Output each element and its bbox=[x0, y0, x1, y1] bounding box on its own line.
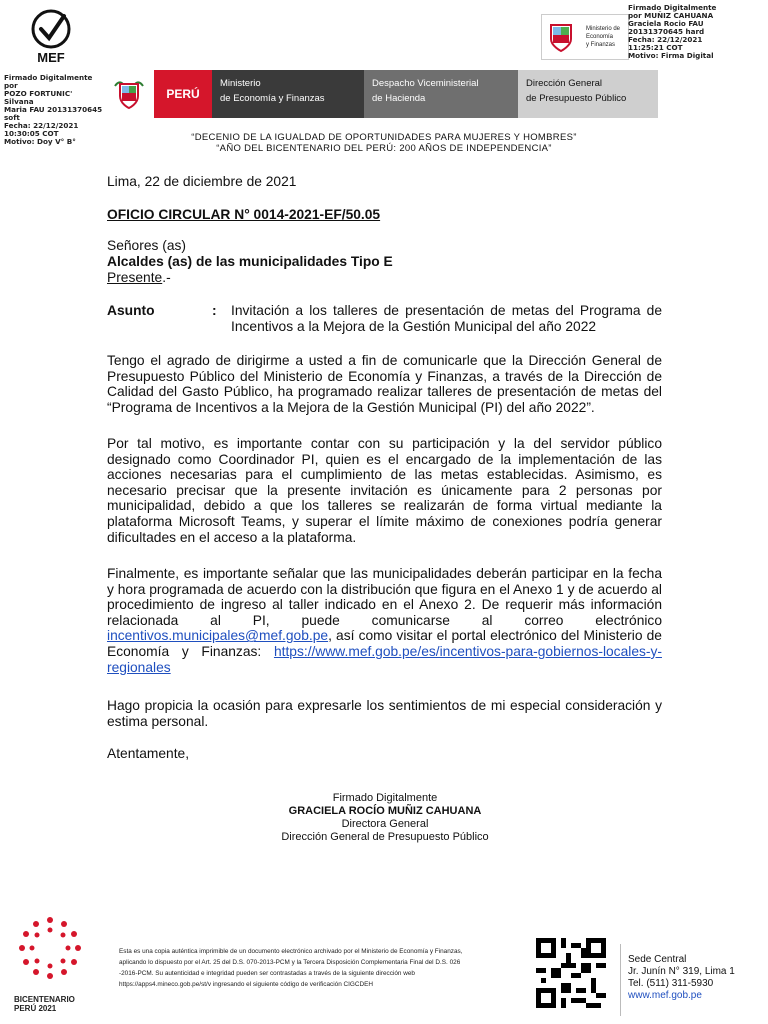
note-line: Esta es una copia auténtica imprimible de un documento electrónico archivado por el Ministerio de Economía y Finanzas, bbox=[119, 948, 463, 955]
sig-line: 20131370645 hard bbox=[628, 27, 705, 36]
salutation: Señores (as) bbox=[107, 238, 186, 253]
sig-line: Firmado Digitalmente por bbox=[4, 73, 93, 90]
subject-colon: : bbox=[212, 303, 217, 318]
banner-line: de Presupuesto Público bbox=[526, 93, 627, 104]
right-stamp bbox=[541, 14, 629, 60]
bicentenario-line: PERÚ 2021 bbox=[14, 1004, 57, 1013]
coat-of-arms bbox=[104, 70, 154, 118]
banner-ministry bbox=[212, 70, 364, 118]
paragraph-1: Tengo el agrado de dirigirme a usted a fin de comunicarle que la Dirección General de Presupuesto Público del Ministerio de Economía y Finanzas, a través de la Dirección de Calidad del Gasto Público, ha programado realizar talleres de presentación de metas del “Programa de Incentivos a la Mejora de la Gestión Municipal (PI) del año 2022”. bbox=[107, 353, 662, 415]
signature-office: Dirección General de Presupuesto Público bbox=[281, 831, 489, 843]
bicentenario-line: BICENTENARIO bbox=[14, 995, 75, 1004]
bicentenario-logo bbox=[14, 912, 86, 1020]
bicentenario-burst-icon bbox=[14, 912, 86, 988]
decenio-heading bbox=[0, 129, 768, 154]
bicentenario-text bbox=[14, 995, 86, 1013]
letter-reference: OFICIO CIRCULAR N° 0014-2021-EF/50.05 bbox=[107, 207, 381, 222]
checkmark-seal-icon bbox=[28, 8, 74, 50]
signature-role: Directora General bbox=[341, 818, 429, 830]
stamp-line: Ministerio de bbox=[586, 26, 621, 32]
email-link[interactable]: incentivos.municipales@mef.gob.pe bbox=[107, 628, 329, 644]
p3-text-a: Finalmente, es importante señalar que las municipalidades deberán participar en la fecha y hora programada de acuerdo con la distribución que figura en el Anexo 1 y de acuerdo al procedimiento de ingreso al taller indicado en el Anexo 2. De requerir más información relacionada al PI, puede comunicarse al correo electrónico bbox=[107, 566, 662, 628]
decenio-line: “DECENIO DE LA IGUALDAD DE OPORTUNIDADES PARA MUJERES Y HOMBRES” bbox=[191, 132, 577, 143]
banner-line: Despacho Viceministerial bbox=[372, 78, 479, 89]
sig-line: soft bbox=[4, 113, 20, 122]
coat-of-arms-icon bbox=[111, 76, 147, 112]
paragraph-3 bbox=[107, 566, 662, 675]
note-line: aplicando lo dispuesto por el Art. 25 del D.S. 070-2013-PCM y la Tercera Disposición Complementaria Final del D.S. 026 bbox=[119, 959, 461, 966]
mef-logo bbox=[28, 8, 74, 66]
recipient: Alcaldes (as) de las municipalidades Tipo E bbox=[107, 254, 393, 269]
footer-divider bbox=[620, 944, 621, 1016]
closing: Atentamente, bbox=[107, 746, 190, 761]
sede-line: Jr. Junín N° 319, Lima 1 bbox=[628, 966, 735, 977]
sede-central bbox=[628, 954, 735, 1002]
sig-line: Maria FAU 20131370645 bbox=[4, 105, 103, 114]
presente bbox=[107, 270, 662, 286]
sig-line: Motivo: Firma Digital bbox=[628, 51, 714, 60]
banner-line: de Economía y Finanzas bbox=[220, 93, 325, 104]
verification-qr bbox=[536, 936, 606, 1010]
sig-line: 10:30:05 COT bbox=[4, 129, 59, 138]
peru-shield-icon bbox=[546, 21, 576, 53]
qr-code-icon bbox=[536, 936, 606, 1010]
sig-line: Fecha: 22/12/2021 bbox=[4, 121, 79, 130]
signature-block bbox=[220, 792, 550, 844]
paragraph-4: Hago propicia la ocasión para expresarle los sentimientos de mi especial consideración y estima personal. bbox=[107, 698, 662, 729]
sede-line: Tel. (511) 311-5930 bbox=[628, 978, 714, 989]
paragraph-2: Por tal motivo, es importante contar con su participación y la del servidor público designado como Coordinador PI, quien es el encargado de la implementación de las acciones necesarias para el cumplimiento de las metas establecidas. Asimismo, es necesario precisar que la presente invitación es únicamente para 2 personas por municipalidad, debido a que los talleres se realizarán de forma virtual mediante la plataforma Microsoft Teams, y superar el límite máximo de conexiones podría generar dificultades en el acceso a la plataforma. bbox=[107, 436, 662, 545]
sig-line: Graciela Rocio FAU bbox=[628, 19, 704, 28]
decenio-line: “AÑO DEL BICENTENARIO DEL PERÚ: 200 AÑOS DE INDEPENDENCIA” bbox=[216, 143, 552, 154]
presente-word: Presente bbox=[107, 270, 163, 285]
banner-line: de Hacienda bbox=[372, 93, 426, 104]
sig-line: Motivo: Doy V° B° bbox=[4, 137, 76, 146]
banner-vice bbox=[364, 70, 518, 118]
stamp-ministry-text bbox=[586, 25, 620, 49]
stamp-line: y Finanzas bbox=[586, 42, 616, 48]
signature-digital: Firmado Digitalmente bbox=[332, 792, 438, 804]
sig-line: Firmado Digitalmente bbox=[628, 3, 717, 12]
note-line: https://apps4.mineco.gob.pe/st/v ingresando el siguiente código de verificación CIGCDEH bbox=[119, 981, 373, 988]
stamp-line: Economía bbox=[586, 34, 614, 40]
sede-line: Sede Central bbox=[628, 954, 687, 965]
sede-website-link[interactable]: www.mef.gob.pe bbox=[628, 990, 702, 1001]
subject-text: Invitación a los talleres de presentación de metas del Programa de Incentivos a la Mejora de la Gestión Municipal del año 2022 bbox=[231, 303, 662, 334]
mef-portal-link[interactable]: https://www.mef.gob.pe/es/incentivos-para-gobiernos-locales-y-regionales bbox=[107, 643, 662, 675]
sig-line: POZO FORTUNIC' Silvana bbox=[4, 89, 73, 106]
authenticity-note bbox=[119, 946, 517, 990]
sig-line: Fecha: 22/12/2021 bbox=[628, 35, 703, 44]
banner-line: Ministerio bbox=[220, 78, 261, 89]
signature-name: GRACIELA ROCÍO MUÑIZ CAHUANA bbox=[288, 805, 482, 817]
institution-banner bbox=[104, 70, 670, 118]
logo-text: MEF bbox=[37, 50, 65, 65]
presente-suffix: .- bbox=[162, 270, 171, 285]
banner-line: Dirección General bbox=[526, 78, 603, 89]
sig-line: 11:25:21 COT bbox=[628, 43, 683, 52]
sig-line: por MUÑIZ CAHUANA bbox=[628, 11, 714, 20]
right-signature-text bbox=[628, 4, 768, 60]
banner-direction bbox=[518, 70, 658, 118]
letter-date: Lima, 22 de diciembre de 2021 bbox=[107, 174, 297, 189]
subject-label: Asunto bbox=[107, 303, 155, 318]
note-line: -2016-PCM. Su autenticidad e integridad pueden ser contrastadas a través de la siguiente dirección web bbox=[119, 970, 415, 977]
banner-peru: PERÚ bbox=[154, 70, 212, 118]
p3-text-b: , así como visitar el portal electrónico del Ministerio de Economía y Finanzas: bbox=[107, 628, 662, 659]
